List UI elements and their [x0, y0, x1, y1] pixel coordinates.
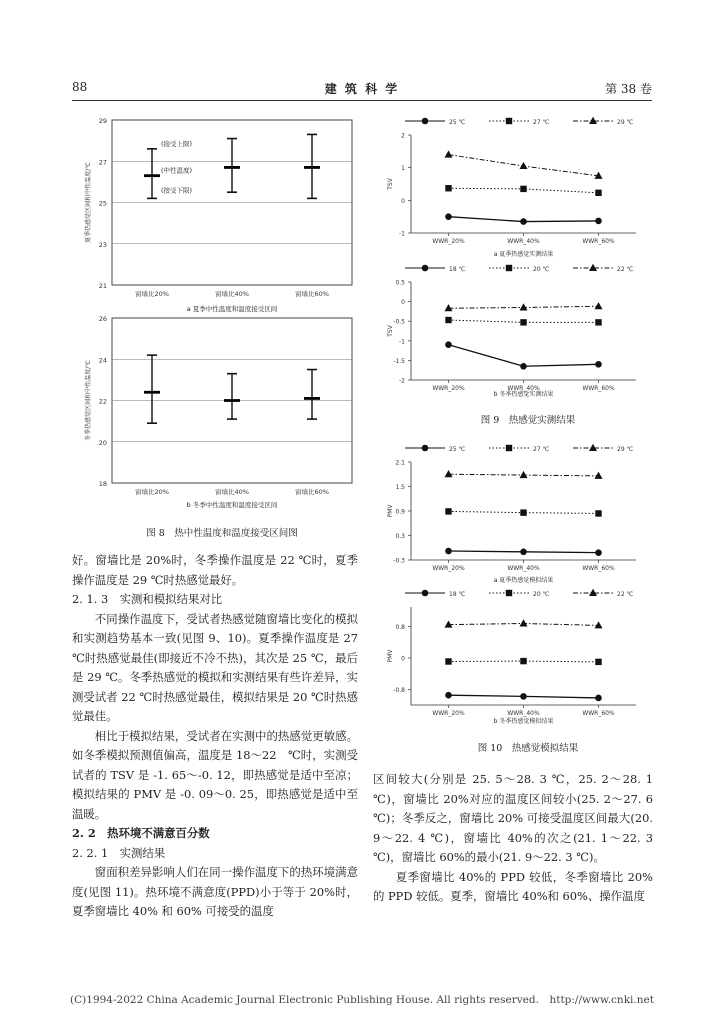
- paragraph: 相比于模拟结果，受试者在实测中的热感觉更敏感。如冬季模拟预测值偏高，温度是 18～22 ℃时，实测受试者的 TSV 是 -1. 65～-0. 12，即热感觉是适中至凉；模拟结果的 PMV 是 -0. 09～0. 25，即热感觉是适中至温暖。: [72, 728, 358, 821]
- x-tick-label: 窗墙比60%: [295, 290, 329, 298]
- subsection-heading: 2. 2. 1 实测结果: [72, 845, 166, 860]
- fig9a-chart: [387, 117, 636, 258]
- y-tick-label: 29: [98, 117, 107, 125]
- data-point: [595, 190, 601, 196]
- data-point: [520, 319, 526, 325]
- y-tick-label: 22: [98, 397, 107, 406]
- fig10-svg: [383, 438, 673, 738]
- y-tick-label: 25: [98, 199, 107, 208]
- data-point: [445, 185, 451, 191]
- legend-label: 20 ℃: [533, 266, 550, 273]
- y-tick-label: 0.8: [395, 624, 405, 632]
- data-point: [445, 548, 452, 555]
- x-tick-label: WWR_60%: [582, 385, 615, 392]
- y-tick-label: 0.3: [395, 533, 405, 540]
- data-point: [445, 692, 452, 699]
- y-tick-label: 23: [98, 240, 107, 249]
- journal-title: 建 筑 科 学: [324, 82, 400, 96]
- legend-label: 20 ℃: [533, 591, 550, 598]
- x-tick-label: 窗墙比40%: [215, 488, 249, 496]
- data-point: [520, 218, 527, 225]
- y-tick-label: 0: [401, 197, 405, 205]
- fig8b-chart: [84, 315, 352, 509]
- y-tick-label: -1: [399, 338, 405, 346]
- y-tick-label: -0.8: [393, 686, 405, 694]
- x-tick-label: WWR_60%: [582, 565, 615, 572]
- y-tick-label: 0: [401, 655, 405, 663]
- data-point: [589, 589, 597, 596]
- data-point: [595, 472, 603, 479]
- data-point: [506, 265, 512, 271]
- data-point: [520, 619, 528, 626]
- data-point: [506, 590, 512, 596]
- y-tick-label: 2.1: [395, 459, 405, 467]
- x-tick-label: WWR_40%: [507, 710, 540, 717]
- y-tick-label: 0.9: [395, 508, 405, 516]
- y-tick-label: -2: [399, 377, 405, 385]
- x-tick-label: 窗墙比20%: [135, 290, 169, 298]
- data-point: [520, 549, 527, 556]
- legend-label: 29 ℃: [617, 119, 634, 126]
- right-column: [373, 770, 653, 907]
- x-tick-label: WWR_20%: [432, 710, 465, 717]
- data-point: [422, 445, 429, 452]
- data-point: [520, 303, 528, 310]
- chart-subcaption: a 夏季热感觉实测结果: [493, 251, 554, 258]
- y-tick-label: 26: [98, 315, 107, 323]
- y-axis-label: TSV: [387, 325, 394, 337]
- data-point: [595, 302, 603, 309]
- chart-subcaption: a 夏季热感觉模拟结果: [493, 577, 554, 584]
- y-tick-label: -0.3: [393, 557, 405, 565]
- paragraph: 区间较大(分别是 25. 5～28. 3 ℃，25. 2～28. 1 ℃)，窗墙比 20%对应的温度区间较小(25. 2～27. 6 ℃)；冬季反之，窗墙比 20% 可接受温度区间最大(20. 9～22. 4 ℃)，窗墙比 40%的次之(21. 1～22. 3 ℃)，窗墙比 60%的最小(21. 9～22. 3 ℃)。: [373, 772, 653, 864]
- paragraph: 窗面积差异影响人们在同一操作温度下的热环境满意度(见图 11)。热环境不满意度(PPD)小于等于 20%时，夏季窗墙比 40% 和 60% 可接受的温度: [72, 865, 358, 918]
- y-tick-label: 0: [401, 299, 405, 307]
- x-tick-label: 窗墙比20%: [135, 488, 169, 496]
- x-tick-label: WWR_40%: [507, 385, 540, 392]
- data-point: [506, 118, 512, 124]
- chart-subcaption: b 冬季热感觉模拟结果: [493, 718, 554, 725]
- data-point: [506, 445, 512, 451]
- data-point: [589, 117, 597, 124]
- fig9-caption: 图 9 热感觉实测结果: [480, 415, 576, 426]
- y-tick-label: 21: [98, 282, 107, 290]
- paragraph: 不同操作温度下，受试者热感觉随窗墙比变化的模拟和实测趋势基本一致(见图 9、10)。夏季操作温度是 27 ℃时热感觉最佳(即接近不冷不热)，其次是 25 ℃，最后是 29 ℃。冬季热感觉的模拟和实测结果有些许差异，实测受试者 22 ℃时热感觉最佳，模拟结果是 20 ℃时热感觉最佳。: [72, 611, 358, 723]
- data-point: [589, 264, 597, 271]
- y-tick-label: 20: [98, 438, 107, 447]
- annotation-lower: (接受下限): [161, 186, 193, 195]
- data-point: [595, 510, 601, 516]
- volume-label: 第 38 卷: [605, 82, 652, 96]
- data-point: [595, 695, 602, 702]
- y-tick-label: 1.5: [395, 484, 405, 491]
- x-tick-label: WWR_20%: [432, 565, 465, 572]
- chart-subcaption: b 冬季热感觉实测结果: [493, 391, 554, 398]
- legend-label: 18 ℃: [449, 591, 466, 598]
- paragraph: 夏季窗墙比 40%的 PPD 较低，冬季窗墙比 20%的 PPD 较低。夏季，窗墙比 40%和 60%、操作温度: [373, 869, 653, 903]
- x-tick-label: WWR_20%: [432, 385, 465, 392]
- data-point: [595, 659, 601, 665]
- data-point: [445, 213, 452, 220]
- fig8-svg: [72, 110, 372, 550]
- data-point: [595, 621, 603, 628]
- data-point: [520, 363, 527, 370]
- y-axis-label: 夏季热感觉区间和中性温度/℃: [85, 162, 92, 243]
- y-axis-label: PMV: [387, 504, 394, 518]
- data-point: [422, 265, 429, 272]
- y-tick-label: -1.5: [393, 357, 405, 365]
- legend-label: 29 ℃: [617, 446, 634, 453]
- chart-subcaption: b 冬季中性温度和温度接受区间: [186, 501, 278, 509]
- data-point: [445, 317, 451, 323]
- y-tick-label: 24: [98, 356, 107, 365]
- page-number: 88: [72, 80, 88, 94]
- fig8a-chart: [84, 117, 352, 313]
- chart-subcaption: a 夏季中性温度和温度接受区间: [186, 305, 278, 313]
- data-point: [445, 508, 451, 514]
- fig9b-chart: [387, 264, 636, 398]
- y-axis-label: 冬季热感觉区间和中性温度/℃: [85, 360, 92, 441]
- section-heading: 2. 2 热环境不满意百分数: [72, 826, 210, 840]
- data-point: [520, 471, 528, 478]
- data-point: [422, 118, 429, 125]
- data-point: [520, 509, 526, 515]
- legend-label: 25 ℃: [449, 446, 466, 453]
- x-tick-label: WWR_40%: [507, 565, 540, 572]
- x-tick-label: 窗墙比60%: [295, 488, 329, 496]
- legend-label: 25 ℃: [449, 119, 466, 126]
- data-point: [595, 361, 602, 368]
- legend-label: 27 ℃: [533, 446, 550, 453]
- data-point: [445, 470, 453, 477]
- fig10a-chart: [387, 444, 636, 584]
- y-tick-label: 27: [98, 158, 107, 167]
- legend-label: 22 ℃: [617, 591, 634, 598]
- y-tick-label: 0.5: [395, 279, 405, 287]
- subsection-heading: 2. 1. 3 实测和模拟结果对比: [72, 592, 223, 606]
- data-point: [595, 218, 602, 225]
- fig10-caption: 图 10 热感觉模拟结果: [477, 743, 579, 754]
- data-point: [520, 693, 527, 700]
- data-point: [445, 658, 451, 664]
- data-point: [445, 304, 453, 311]
- y-axis-label: TSV: [387, 178, 394, 190]
- data-point: [445, 341, 452, 348]
- header-rule: [72, 100, 652, 101]
- data-point: [589, 444, 597, 451]
- y-tick-label: 2: [401, 132, 405, 140]
- x-tick-label: WWR_20%: [432, 238, 465, 245]
- annotation-upper: (接受上限): [161, 139, 193, 148]
- legend-label: 22 ℃: [617, 266, 634, 273]
- x-tick-label: WWR_40%: [507, 238, 540, 245]
- x-tick-label: WWR_60%: [582, 710, 615, 717]
- legend-label: 27 ℃: [533, 119, 550, 126]
- legend-label: 18 ℃: [449, 266, 466, 273]
- x-tick-label: 窗墙比40%: [215, 290, 249, 298]
- paragraph: 好。窗墙比是 20%时，冬季操作温度是 22 ℃时，夏季操作温度是 29 ℃时热感觉最好。: [72, 553, 358, 587]
- y-axis-label: PMV: [387, 649, 394, 663]
- x-tick-label: WWR_60%: [582, 238, 615, 245]
- fig10b-chart: [387, 589, 636, 725]
- data-point: [595, 549, 602, 556]
- data-point: [520, 658, 526, 664]
- fig9-svg: [383, 108, 673, 408]
- data-point: [520, 186, 526, 192]
- y-tick-label: -0.5: [393, 318, 405, 326]
- annotation-neutral: (中性温度): [161, 166, 193, 175]
- data-point: [445, 620, 453, 627]
- data-point: [520, 162, 528, 169]
- copyright-footer: (C)1994-2022 China Academic Journal Electronic Publishing House. All rights reserved. http://www.cnki.net: [70, 994, 654, 1006]
- y-tick-label: -1: [399, 230, 405, 238]
- left-column: [72, 551, 358, 922]
- data-point: [422, 590, 429, 597]
- data-point: [595, 319, 601, 325]
- y-tick-label: 1: [401, 165, 405, 173]
- fig8-caption: 图 8 热中性温度和温度接受区间图: [146, 528, 298, 539]
- data-point: [445, 150, 453, 157]
- y-tick-label: 18: [98, 480, 107, 488]
